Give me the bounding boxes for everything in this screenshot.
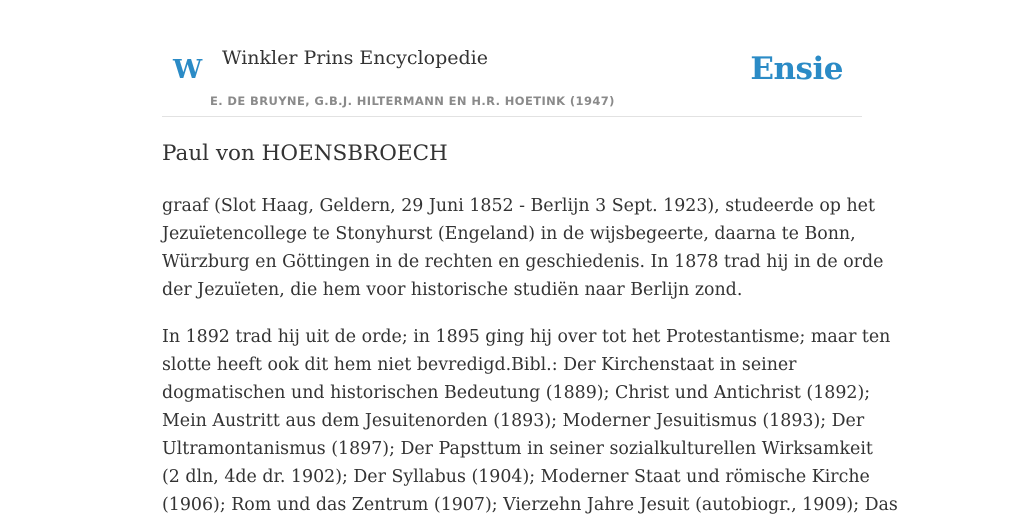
paragraph-line: slotte heeft ook dit hem niet bevredigd.Bibl.: Der Kirchenstaat in seiner <box>162 355 797 375</box>
article-paragraph-1 <box>162 192 884 304</box>
paragraph-line: Ultramontanismus (1897); Der Papsttum in seiner sozialkulturellen Wirksamkeit <box>162 439 873 459</box>
page-header <box>162 0 862 117</box>
paragraph-line: Jezuïetencollege te Stonyhurst (Engeland) in de wijsbegeerte, daarna te Bonn, <box>162 224 856 244</box>
article-paragraph-2 <box>162 323 898 519</box>
paragraph-line: der Jezuïeten, die hem voor historische studiën naar Berlijn zond. <box>162 280 743 300</box>
article <box>162 136 898 519</box>
paragraph-line: Mein Austritt aus dem Jesuitenorden (1893); Moderner Jesuitismus (1893); Der <box>162 411 865 431</box>
paragraph-line: (1906); Rom und das Zentrum (1907); Vierzehn Jahre Jesuit (autobiogr., 1909); Das <box>162 495 898 515</box>
paragraph-line: Würzburg en Göttingen in de rechten en geschiedenis. In 1878 trad hij in de orde <box>162 252 884 272</box>
paragraph-line: dogmatischen und historischen Bedeutung (1889); Christ und Antichrist (1892); <box>162 383 871 403</box>
paragraph-line: graaf (Slot Haag, Geldern, 29 Juni 1852 - Berlijn 3 Sept. 1923), studeerde op het <box>162 196 875 216</box>
source-authors: E. DE BRUYNE, G.B.J. HILTERMANN EN H.R. HOETINK (1947) <box>210 94 615 108</box>
ensie-brand-link[interactable]: Ensie <box>750 51 843 87</box>
article-title: Paul von HOENSBROECH <box>162 141 448 166</box>
source-title: Winkler Prins Encyclopedie <box>222 47 488 69</box>
paragraph-line: (2 dln, 4de dr. 1902); Der Syllabus (1904); Moderner Staat und römische Kirche <box>162 467 870 487</box>
winkler-prins-logo[interactable]: W <box>173 55 203 85</box>
paragraph-line: In 1892 trad hij uit de orde; in 1895 ging hij over tot het Protestantisme; maar ten <box>162 327 891 347</box>
